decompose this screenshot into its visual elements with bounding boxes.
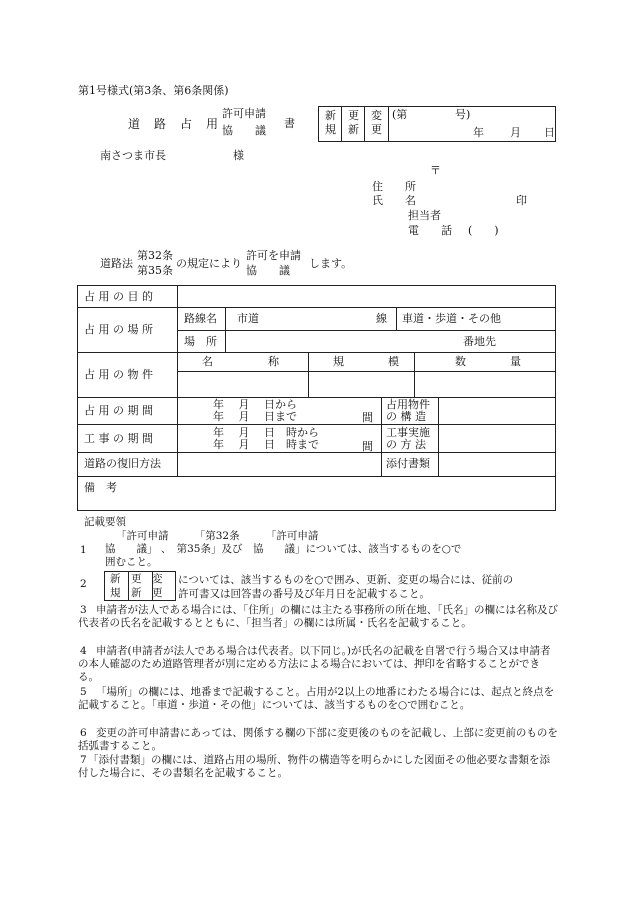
date-month: 月 — [510, 126, 521, 139]
period-unit: 間 — [362, 411, 373, 424]
route-name-label: 路線名 — [184, 312, 217, 325]
work-unit: 間 — [362, 440, 373, 453]
line-label: 線 — [376, 312, 387, 325]
number-open: (第 — [392, 108, 408, 121]
contact-person-label: 担当者 — [408, 209, 441, 222]
note7-number: 7 — [80, 754, 87, 766]
object-label: 占 用 の 物 件 — [84, 368, 153, 381]
notes-heading: 記載要領 — [84, 516, 126, 528]
date-year: 年 — [473, 126, 484, 139]
note5-number: 5 — [80, 686, 87, 698]
note2-box-top: 新 更 変 — [110, 573, 163, 585]
renew-bottom: 新 — [348, 123, 359, 136]
note5-text: 「場所」の欄には、地番まで記載すること。占用が2以上の地番にわたる場合には、起点と終点を記載すること。「車道・歩道・その他」については、該当するものを○で囲むこと。 — [78, 686, 555, 711]
attachments-label: 添付書類 — [386, 457, 430, 470]
new-top: 新 — [325, 109, 336, 122]
date-day: 日 — [544, 126, 555, 139]
addressee: 南さつま市長 — [100, 149, 166, 162]
title-option-permit: 許可申請 — [222, 107, 266, 120]
location-label: 場 所 — [184, 335, 217, 348]
title-prefix: 道 路 占 用 — [128, 117, 220, 131]
structure-label: 占用物件 — [386, 398, 430, 411]
statement-permit: 許可を申請 — [246, 249, 301, 262]
restoration-label: 道路の復旧方法 — [84, 457, 161, 470]
note6-number: 6 — [80, 727, 87, 739]
note2-text-1: については、該当するものを○で囲み、更新、変更の場合には、従前の — [178, 574, 514, 586]
structure-label-2: の 構 造 — [386, 410, 426, 423]
title-option-consult: 協 議 — [222, 124, 266, 137]
object-quantity-header: 数 量 — [455, 355, 521, 368]
address-label: 住 所 — [372, 180, 416, 193]
note3-text: 申請者が法人である場合には、「住所」の欄には主たる事務所の所在地、「氏名」の欄には名称及び代表者の氏名を記載するとともに、「担当者」の欄には所属・氏名を記載すること。 — [78, 604, 558, 629]
statement-end: します。 — [309, 257, 353, 270]
form-number: 第1号様式(第3条、第6条関係) — [78, 84, 229, 97]
change-top: 変 — [371, 109, 382, 122]
title-suffix: 書 — [284, 117, 295, 130]
note6-text: 変更の許可申請書にあっては、関係する欄の下部に変更後のものを記載し、上部に変更前のものを括弧書すること。 — [78, 727, 558, 752]
statement-art32: 第32条 — [137, 249, 173, 262]
work-method-label-2: の 方 法 — [386, 438, 426, 451]
note1-line: 協 議」 、 第35条」及び 協 議」については、該当するものを○で — [105, 543, 462, 555]
note2-box-bottom: 規 新 更 — [110, 587, 163, 599]
note2-text-2: 許可書又は回答書の番号及び年月日を記載すること。 — [178, 588, 430, 600]
postal-mark: 〒 — [430, 164, 441, 177]
work-method-label: 工事実施 — [386, 426, 430, 439]
work-from: 年 月 日 時から — [213, 426, 319, 439]
city-road-label: 市道 — [237, 312, 259, 325]
road-type-label: 車道・歩道・その他 — [402, 312, 501, 325]
note2-number: 2 — [80, 578, 87, 590]
work-period-label: 工 事 の 期 間 — [84, 432, 153, 445]
phone-paren: ( ) — [468, 224, 499, 237]
note1-top: 「許可申請 「第32条 「許可申請 — [116, 530, 319, 542]
statement-art35: 第35条 — [137, 264, 173, 277]
honorific: 様 — [233, 149, 244, 162]
name-label: 氏 名 — [372, 194, 416, 207]
period-label: 占 用 の 期 間 — [84, 404, 153, 417]
statement-law: 道路法 — [100, 257, 133, 270]
object-name-header: 名 称 — [202, 355, 279, 368]
seal-mark: 印 — [516, 194, 527, 207]
remarks-label: 備 考 — [84, 481, 117, 494]
number-close: 号) — [455, 108, 471, 121]
period-from: 年 月 日から — [213, 398, 297, 411]
place-label: 占 用 の 場 所 — [84, 323, 153, 336]
statement-consult: 協 議 — [246, 264, 290, 277]
change-bottom: 更 — [371, 123, 382, 136]
lot-label: 番地先 — [463, 335, 496, 348]
note4-number: 4 — [80, 645, 87, 657]
note3-number: 3 — [80, 604, 87, 616]
note4-text: 申請者(申請者が法人である場合は代表者。以下同じ。)が氏名の記載を自署で行う場合又は申請者の本人確認のため道路管理者が別に定める方法による場合においては、押印を省略することができる。 — [78, 645, 551, 683]
note7-text: 「添付書類」の欄には、道路占用の場所、物件の構造等を明らかにした図面その他必要な書類を添付した場合に、その書類名を記載すること。 — [78, 754, 550, 779]
purpose-label: 占 用 の 目 的 — [84, 290, 153, 303]
period-to: 年 月 日まで — [213, 410, 297, 423]
object-scale-header: 規 模 — [333, 355, 399, 368]
note1-cont: 囲むこと。 — [105, 556, 158, 568]
note1-number: 1 — [80, 544, 87, 556]
new-bottom: 規 — [325, 123, 336, 136]
phone-label: 電 話 — [408, 224, 452, 237]
work-to: 年 月 日 時まで — [213, 438, 319, 451]
statement-mid: の規定により — [176, 257, 242, 270]
renew-top: 更 — [348, 109, 359, 122]
